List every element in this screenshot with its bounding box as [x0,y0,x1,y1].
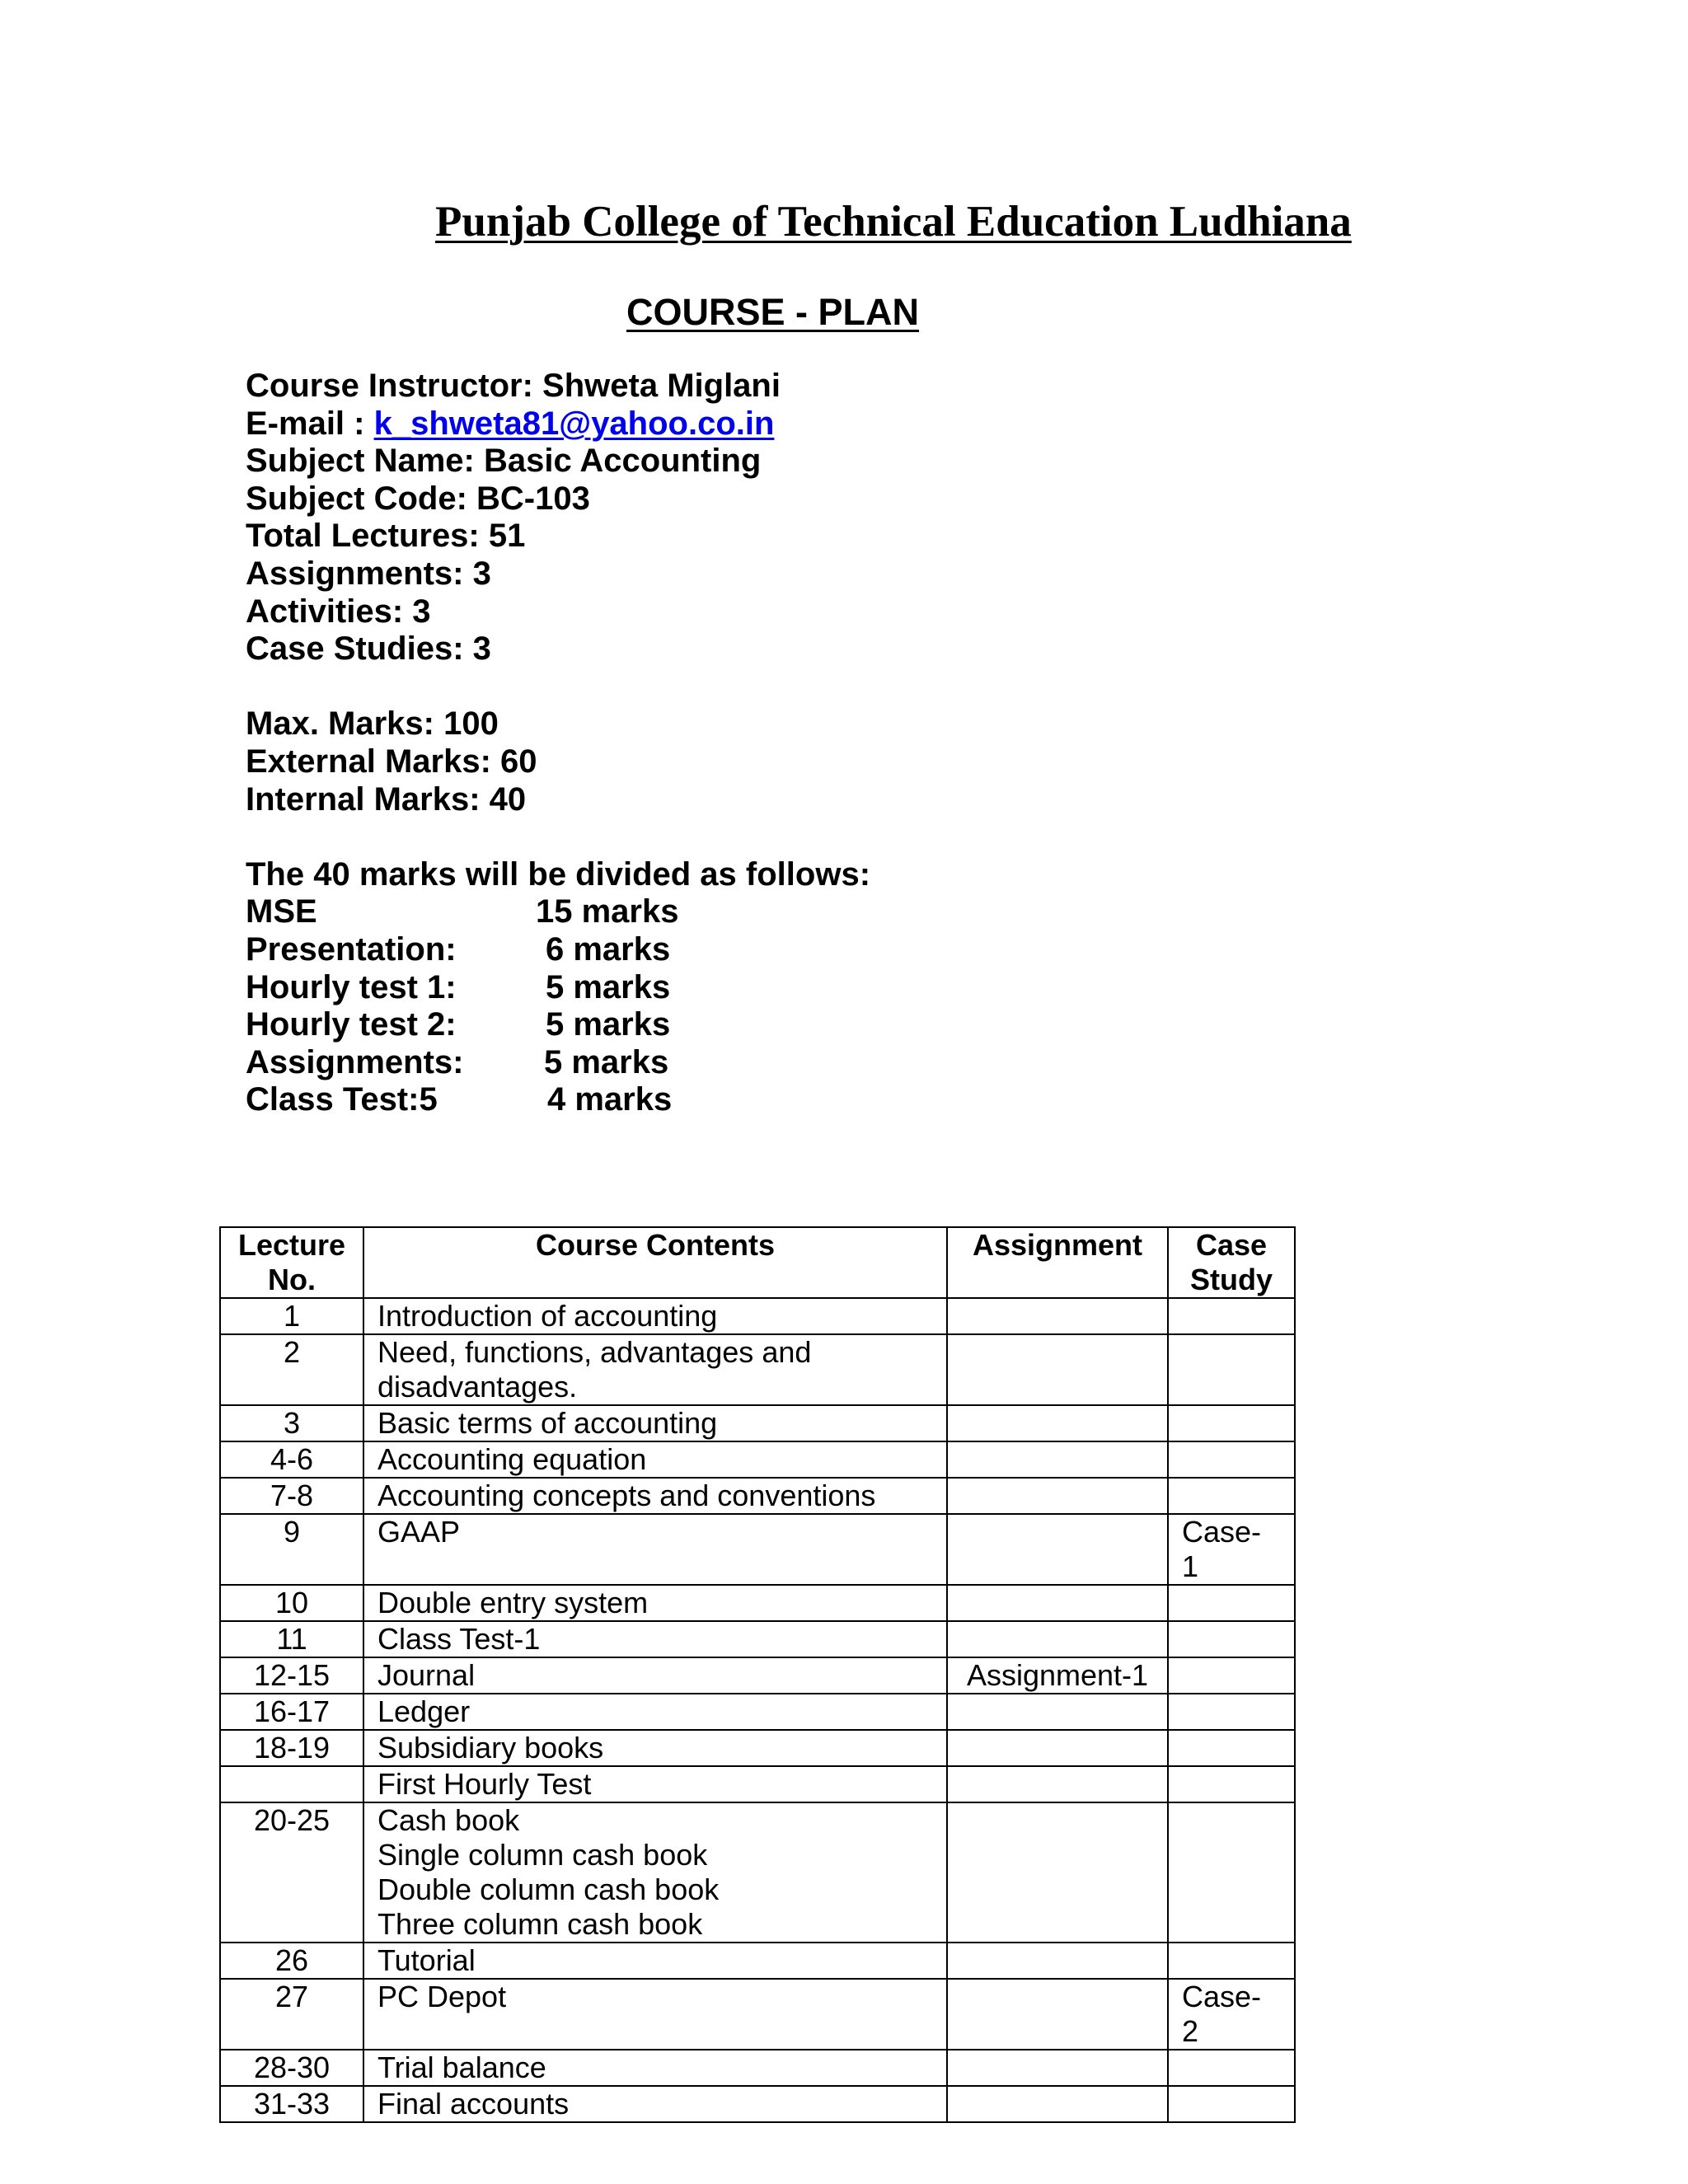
course-content-line: First Hourly Test [377,1767,592,1801]
assignment-cell: Assignment-1 [947,1657,1168,1694]
table-row [220,1802,1295,1943]
course-content-line: GAAP [377,1515,461,1549]
total-lectures: Total Lectures: 51 [246,518,526,555]
case-study-cell [1168,1298,1295,1334]
course-contents-cell [363,1478,947,1514]
header-course-contents: Course Contents [363,1227,947,1298]
course-content-line: Double column cash book [377,1872,720,1906]
course-content-line: Ledger [377,1694,471,1728]
lecture-no-cell: 7-8 [220,1478,363,1514]
lecture-no-cell: 1 [220,1298,363,1334]
case-study-cell [1168,1478,1295,1514]
lecture-no-cell: 2 [220,1334,363,1405]
course-content-line: Basic terms of accounting [377,1406,718,1440]
course-contents-cell [363,1979,947,2050]
course-content-line: Class Test-1 [377,1622,541,1656]
division-row-hourly-test-2 [246,1006,870,1044]
division-value: 5 marks [546,1006,671,1043]
division-row-assignments [246,1044,870,1082]
header-case-study: Case Study [1168,1227,1295,1298]
case-study-cell [1168,2086,1295,2122]
division-value: 4 marks [547,1081,673,1118]
division-label: Class Test:5 [246,1081,438,1118]
subject-name: Subject Name: Basic Accounting [246,443,762,480]
table-row [220,1979,1295,2050]
case-study-line: Case- [1182,1980,1262,2013]
course-contents-cell [363,1405,947,1441]
course-content-line: Trial balance [377,2050,546,2084]
division-row-hourly-test-1 [246,969,870,1007]
lecture-no-cell: 12-15 [220,1657,363,1694]
assignment-cell [947,2050,1168,2086]
table-row [220,1694,1295,1730]
table-row [220,1405,1295,1441]
case-study-cell [1168,1657,1295,1694]
case-study-cell [1168,1585,1295,1621]
course-contents-cell [363,1621,947,1657]
course-contents-cell [363,1694,947,1730]
activities-count: Activities: 3 [246,593,431,630]
assignment-cell [947,1943,1168,1979]
assignment-cell [947,1514,1168,1585]
case-study-cell [1168,1802,1295,1943]
course-content-line: PC Depot [377,1980,507,2013]
course-content-line: Cash book [377,1803,520,1837]
lecture-no-cell: 11 [220,1621,363,1657]
lecture-no-cell: 28-30 [220,2050,363,2086]
division-row-class-test [246,1081,870,1119]
case-study-cell [1168,2050,1295,2086]
division-heading: The 40 marks will be divided as follows: [246,855,871,893]
lecture-no-cell: 18-19 [220,1730,363,1766]
lecture-no-cell: 31-33 [220,2086,363,2122]
table-row [220,1621,1295,1657]
max-marks: Max. Marks: 100 [246,705,499,743]
case-study-line: 2 [1182,2014,1199,2048]
division-label: Hourly test 2: [246,1006,457,1043]
course-content-line: Double entry system [377,1586,649,1619]
assignment-cell [947,1441,1168,1478]
course-contents-cell [363,1298,947,1334]
table-row [220,1766,1295,1802]
course-content-line: Journal [377,1658,476,1692]
header-lecture-no: Lecture No. [220,1227,363,1298]
table-row [220,1943,1295,1979]
case-study-cell [1168,1979,1295,2050]
course-content-line: Single column cash book [377,1838,708,1872]
assignment-cell [947,1766,1168,1802]
table-row [220,1730,1295,1766]
division-label: MSE [246,893,317,930]
division-label: Presentation: [246,930,457,968]
table-row [220,2050,1295,2086]
external-marks: External Marks: 60 [246,743,537,780]
course-plan-table [219,1226,1296,2123]
case-studies-count: Case Studies: 3 [246,630,491,668]
lecture-no-cell [220,1766,363,1802]
assignment-cell [947,1334,1168,1405]
table-row [220,1585,1295,1621]
division-value: 5 marks [546,968,671,1005]
course-contents-cell [363,1657,947,1694]
case-study-cell [1168,1514,1295,1585]
division-label: Assignments: [246,1043,464,1080]
email-label: E-mail : [246,405,374,442]
case-study-cell [1168,1730,1295,1766]
assignment-cell [947,1478,1168,1514]
internal-marks: Internal Marks: 40 [246,780,527,818]
page-title: COURSE - PLAN [626,291,920,333]
course-contents-cell [363,1441,947,1478]
assignment-cell [947,1979,1168,2050]
course-content-line: Need, functions, advantages and [377,1335,812,1369]
assignment-cell [947,1730,1168,1766]
course-contents-cell [363,2086,947,2122]
spacer [246,668,870,706]
division-value: 15 marks [536,893,679,930]
assignment-cell [947,1298,1168,1334]
course-contents-cell [363,1802,947,1943]
assignment-cell [947,1621,1168,1657]
case-study-cell [1168,1943,1295,1979]
table-row [220,1298,1295,1334]
course-contents-cell [363,1730,947,1766]
lecture-no-cell: 4-6 [220,1441,363,1478]
instructor-name: Shweta Miglani [542,368,781,404]
header-assignment: Assignment [947,1227,1168,1298]
subject-code: Subject Code: BC-103 [246,480,590,517]
table-body [220,1298,1295,2122]
course-contents-cell [363,2050,947,2086]
table-row [220,1657,1295,1694]
case-study-cell [1168,1694,1295,1730]
course-contents-cell [363,1334,947,1405]
course-contents-cell [363,1943,947,1979]
email-link[interactable]: k_shweta81@yahoo.co.in [373,405,775,442]
course-contents-cell [363,1514,947,1585]
lecture-no-cell: 3 [220,1405,363,1441]
instructor-line [246,368,870,405]
course-content-line: Accounting equation [377,1442,647,1476]
course-content-line: Tutorial [377,1943,476,1977]
case-study-line: Case- [1182,1515,1262,1549]
course-contents-cell [363,1766,947,1802]
course-contents-cell [363,1585,947,1621]
lecture-no-cell: 16-17 [220,1694,363,1730]
course-content-line: Final accounts [377,2087,570,2121]
case-study-cell [1168,1621,1295,1657]
lecture-no-cell: 9 [220,1514,363,1585]
table-row [220,1334,1295,1405]
case-study-line: 1 [1182,1549,1199,1583]
table-row [220,1478,1295,1514]
lecture-no-cell: 26 [220,1943,363,1979]
course-content-line: disadvantages. [377,1370,578,1404]
table-row [220,2086,1295,2122]
division-value: 6 marks [546,930,671,968]
case-study-cell [1168,1334,1295,1405]
spacer [246,818,870,856]
assignment-cell [947,1802,1168,1943]
division-value: 5 marks [544,1043,669,1080]
division-row-presentation [246,931,870,969]
assignment-cell [947,1405,1168,1441]
assignment-cell [947,2086,1168,2122]
lecture-no-cell: 27 [220,1979,363,2050]
table-header-row [220,1227,1295,1298]
email-line [246,405,870,443]
course-info [246,368,870,1119]
division-row-mse [246,893,870,931]
case-study-cell [1168,1405,1295,1441]
course-content-line: Accounting concepts and conventions [377,1479,876,1512]
assignment-cell [947,1585,1168,1621]
course-content-line: Introduction of accounting [377,1299,718,1333]
table-row [220,1441,1295,1478]
instructor-label: Course Instructor: [246,368,543,404]
lecture-no-cell: 20-25 [220,1802,363,1943]
division-label: Hourly test 1: [246,968,457,1005]
assignment-cell [947,1694,1168,1730]
college-title: Punjab College of Technical Education Ludhiana [435,198,1352,246]
course-content-line: Three column cash book [377,1907,703,1941]
case-study-cell [1168,1766,1295,1802]
table-row [220,1514,1295,1585]
lecture-no-cell: 10 [220,1585,363,1621]
case-study-cell [1168,1441,1295,1478]
assignments-count: Assignments: 3 [246,555,491,592]
course-content-line: Subsidiary books [377,1731,604,1765]
